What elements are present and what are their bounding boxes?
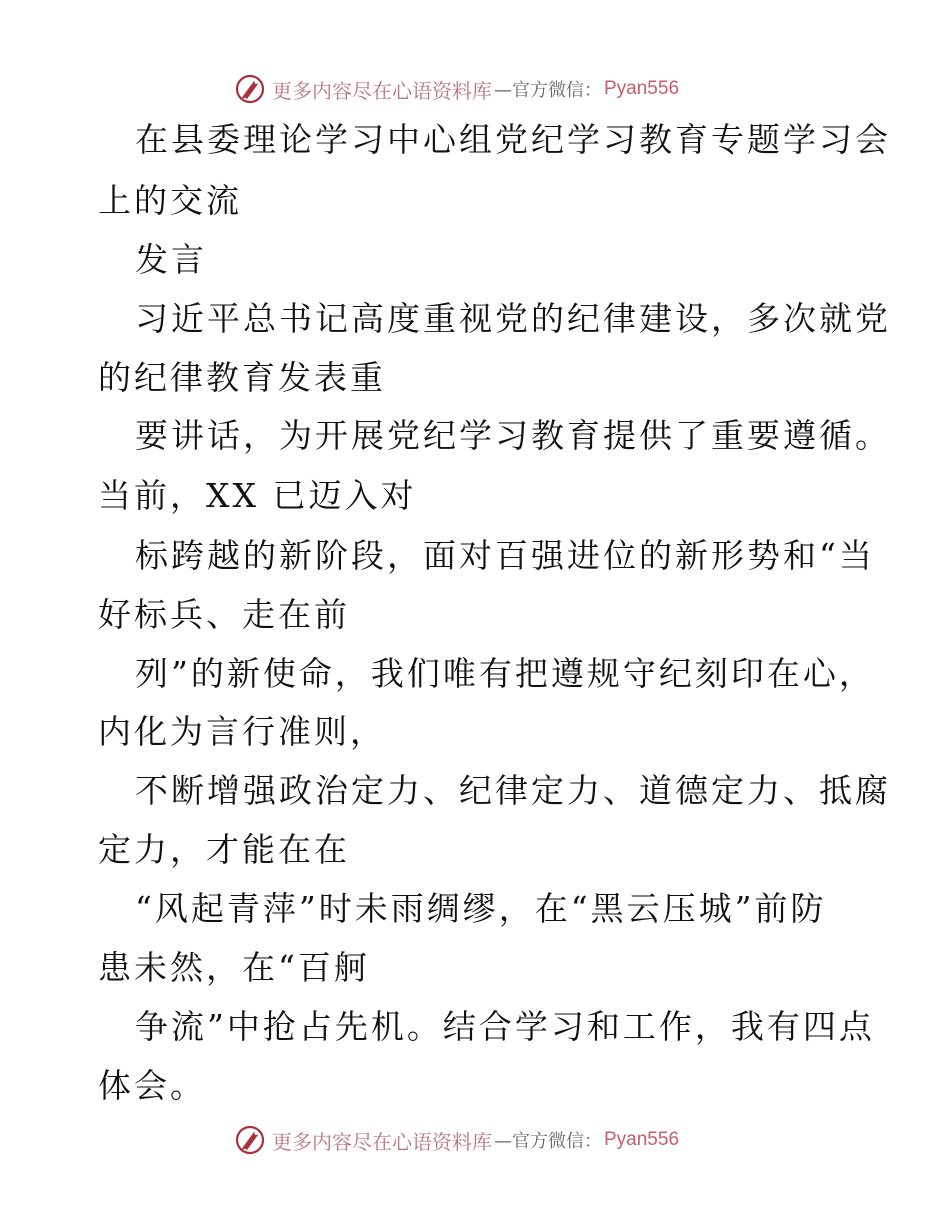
paragraph-line: 争流”中抢占先机。结合学习和工作，我有四点 [135,1007,875,1046]
paragraph-line: 患未然，在“百舸 [98,948,370,987]
paragraph-line: “风起青萍”时未雨绸缪，在“黑云压城”前防 [135,889,827,928]
pen-nib-circle-icon [234,1124,266,1156]
header-wechat-id: Pyan556 [604,78,680,99]
footer-wechat-id: Pyan556 [604,1129,680,1150]
paragraph-line: 内化为言行准则， [98,712,386,751]
footer-banner[interactable] [234,1123,679,1157]
footer-official-label: —官方微信： [494,1131,602,1152]
document-title-line-3: 发言 [135,240,207,279]
paragraph-line: 好标兵、走在前 [98,595,350,634]
pen-nib-circle-icon [234,73,266,105]
document-title-line-1: 在县委理论学习中心组党纪学习教育专题学习会 [135,120,891,159]
header-brand-text: 更多内容尽在心语资料库 [272,78,492,103]
document-title-line-2: 上的交流 [98,181,242,220]
paragraph-line: 习近平总书记高度重视党的纪律建设，多次就党 [135,299,891,338]
paragraph-line: 体会。 [98,1066,206,1105]
footer-brand-text: 更多内容尽在心语资料库 [272,1129,492,1154]
paragraph-line: 定力，才能在在 [98,830,350,869]
paragraph-line: 的纪律教育发表重 [98,358,386,397]
paragraph-line: 当前，XX 已迈入对 [98,476,417,515]
header-banner[interactable] [234,72,679,106]
paragraph-line: 标跨越的新阶段，面对百强进位的新形势和“当 [135,536,875,575]
header-official-label: —官方微信： [494,80,602,101]
paragraph-line: 要讲话，为开展党纪学习教育提供了重要遵循。 [135,416,891,455]
paragraph-line: 不断增强政治定力、纪律定力、道德定力、抵腐 [135,771,891,810]
paragraph-line: 列”的新使命，我们唯有把遵规守纪刻印在心， [135,654,875,693]
